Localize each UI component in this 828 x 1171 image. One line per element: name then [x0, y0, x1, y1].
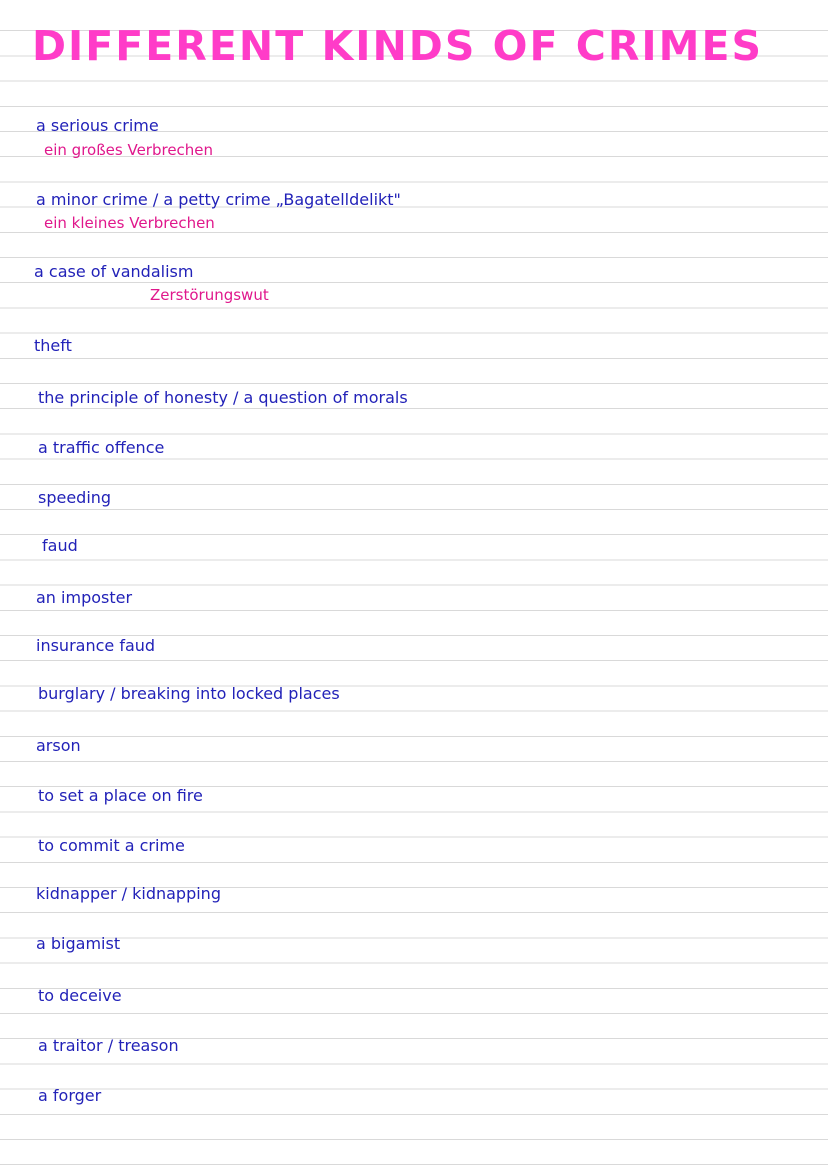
vocab-term: to deceive — [38, 986, 122, 1005]
vocab-term: an imposter — [36, 588, 133, 607]
vocab-term: a case of vandalism — [34, 262, 194, 281]
vocab-term: faud — [42, 536, 78, 555]
vocab-term: kidnapper / kidnapping — [36, 884, 221, 903]
vocab-term: theft — [34, 336, 72, 355]
vocab-term: to set a place on fire — [38, 786, 203, 805]
vocab-term: arson — [36, 736, 81, 755]
vocab-term: a bigamist — [36, 934, 121, 953]
vocab-term: a forger — [38, 1086, 102, 1105]
vocab-term: the principle of honesty / a question of morals — [38, 388, 408, 407]
vocab-term: a traffic offence — [38, 438, 165, 457]
vocab-term: a serious crime — [36, 116, 159, 135]
vocab-term: speeding — [38, 488, 112, 507]
vocab-term: to commit a crime — [38, 836, 185, 855]
vocab-term: burglary / breaking into locked places — [38, 684, 340, 703]
vocab-term: insurance faud — [36, 636, 156, 655]
vocab-term: a traitor / treason — [38, 1036, 179, 1055]
vocab-translation: Zerstörungswut — [150, 286, 269, 304]
vocab-term: a minor crime / a petty crime „Bagatelldelikt" — [36, 190, 401, 209]
page-title: DIFFERENT KINDS OF CRIMES — [32, 22, 764, 70]
vocab-translation: ein kleines Verbrechen — [44, 214, 215, 232]
vocab-translation: ein großes Verbrechen — [44, 141, 214, 159]
